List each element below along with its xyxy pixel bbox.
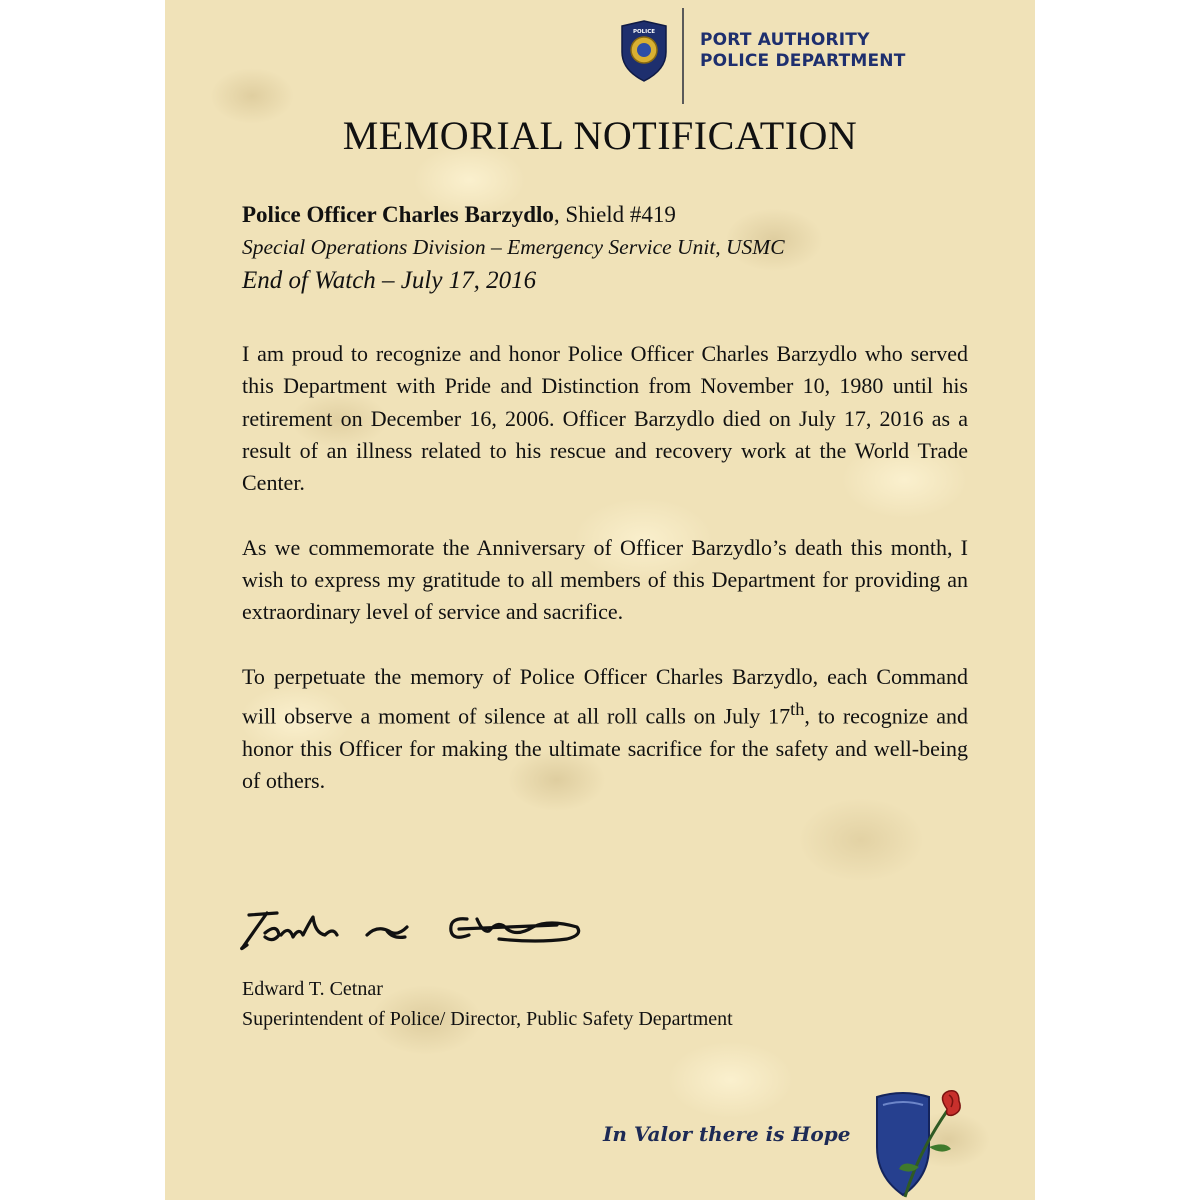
paragraph-1: I am proud to recognize and honor Police Officer Charles Barzydlo who served this Department with Pride and Distinction from November 10, 1980 until his retirement on December 16, 2006. Officer Barzydlo died on July 17, 2016 as a result of an illness related to his rescue and recovery work at the World Trade Center.	[242, 341, 968, 496]
paragraph-3: To perpetuate the memory of Police Officer Charles Barzydlo, each Command will observe a moment of silence at all roll calls on July 17th, to recognize and honor this Officer for making the ultimate sacrifice for the safety and well-being of others.	[242, 663, 969, 794]
badge-text: POLICE	[632, 29, 656, 35]
officer-shield: , Shield #419	[553, 202, 676, 227]
motto: In Valor there is Hope	[603, 1122, 851, 1146]
header-divider	[682, 8, 684, 104]
page-title: MEMORIAL NOTIFICATION	[342, 113, 858, 158]
rose-shield-icon	[855, 1085, 975, 1200]
department-name	[700, 30, 1000, 72]
dept-name-line1: PORT AUTHORITY	[700, 30, 870, 50]
signer-title: Superintendent of Police/ Director, Public Safety Department	[242, 1008, 733, 1030]
police-badge-icon	[620, 20, 668, 82]
officer-name: Police Officer Charles Barzydlo	[242, 202, 554, 227]
dept-name-line2: POLICE DEPARTMENT	[700, 51, 906, 71]
officer-division: Special Operations Division – Emergency Service Unit, USMC	[242, 235, 785, 259]
signer-block	[242, 974, 1002, 1034]
paragraph-2: As we commemorate the Anniversary of Officer Barzydlo’s death this month, I wish to express my gratitude to all members of this Department for providing an extraordinary level of service and sacrifice.	[242, 534, 968, 625]
signature-image	[237, 905, 587, 955]
letter-body	[242, 338, 968, 830]
letterhead	[620, 8, 1020, 98]
signer-name: Edward T. Cetnar	[242, 978, 383, 1000]
officer-info	[242, 198, 1002, 297]
memorial-document	[165, 0, 1035, 1200]
end-of-watch: End of Watch – July 17, 2016	[242, 267, 537, 294]
